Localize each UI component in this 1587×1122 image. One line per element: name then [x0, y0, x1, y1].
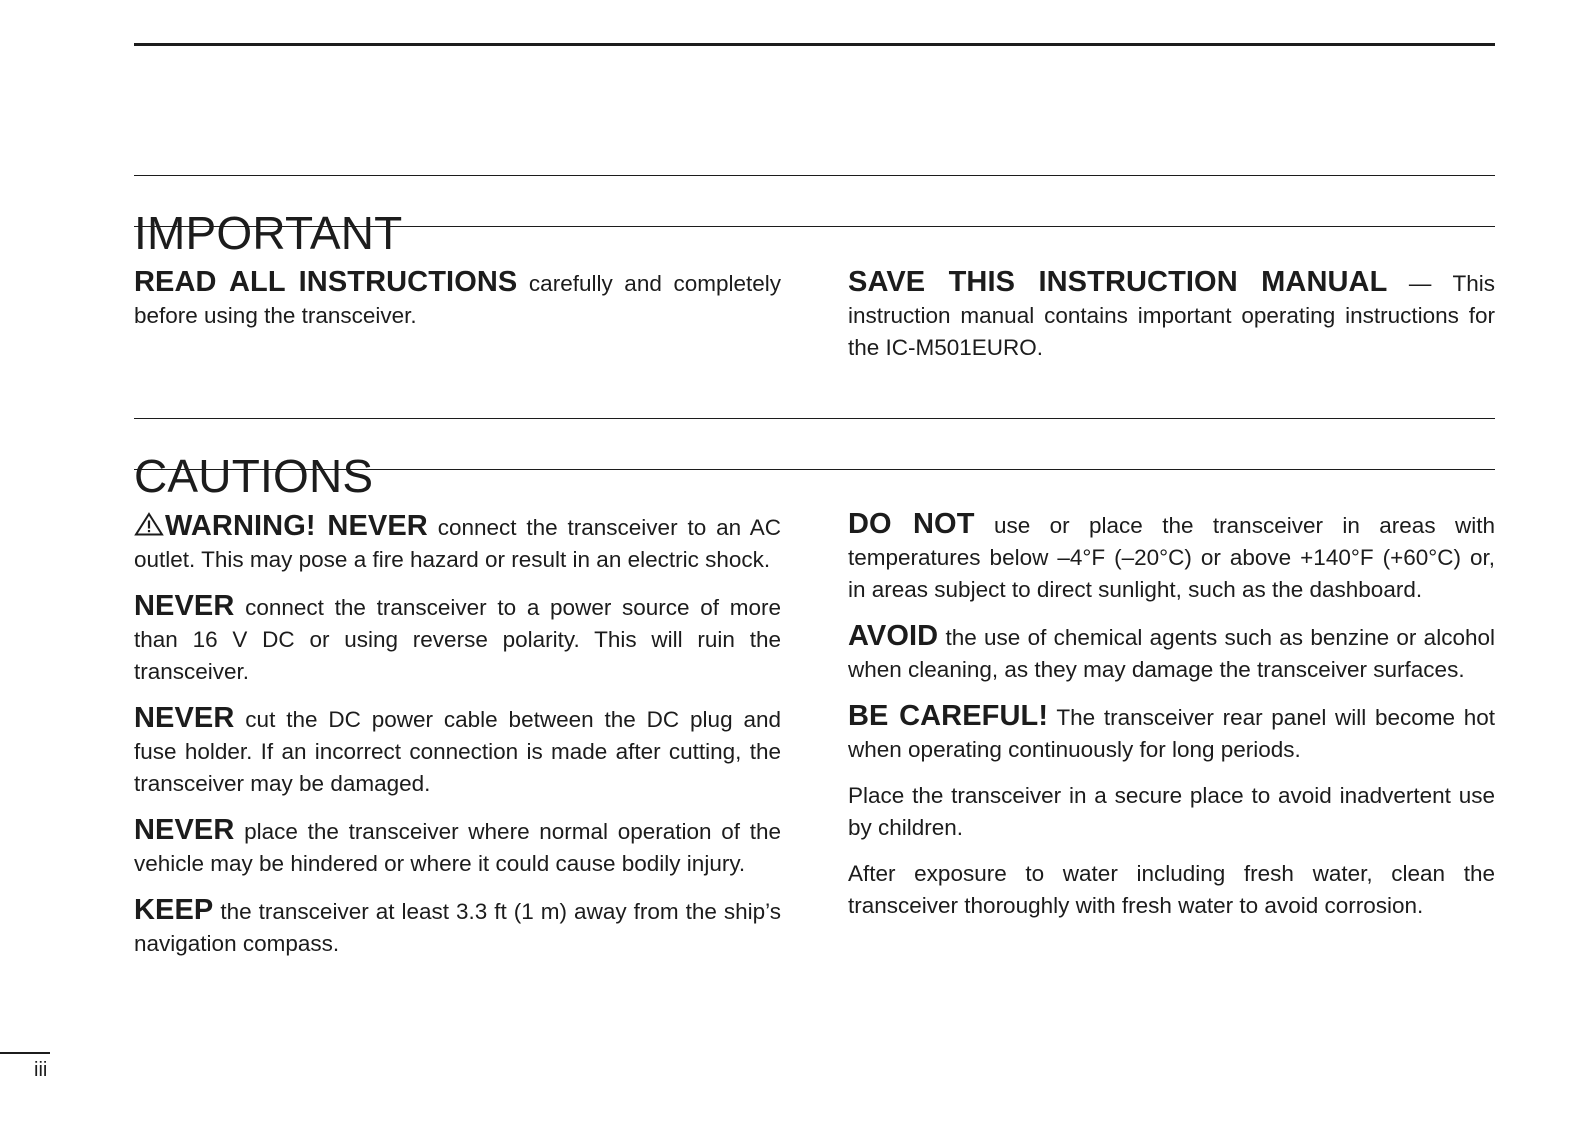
caution-text: The transceiver rear panel will become hot when operating continuously for long periods.: [848, 705, 1495, 762]
warning-triangle-icon: [134, 512, 164, 536]
caution-paragraph: [848, 780, 1495, 844]
important-left-column: [134, 266, 781, 346]
caution-paragraph: [134, 702, 781, 800]
caution-text: the transceiver at least 3.3 ft (1 m) away from the ship’s navigation compass.: [134, 899, 781, 956]
cautions-header: [134, 418, 1495, 502]
caution-paragraph: [848, 620, 1495, 686]
caution-paragraph: [848, 858, 1495, 922]
caution-text: place the transceiver where normal operation of the vehicle may be hindered or where it could cause bodily injury.: [134, 819, 781, 876]
caution-paragraph: [848, 700, 1495, 766]
caution-paragraph: [134, 814, 781, 880]
save-manual-text: — This instruction manual contains important operating instructions for the IC-M501EURO.: [848, 271, 1495, 360]
caution-lead: DO NOT: [848, 508, 975, 540]
caution-text: connect the transceiver to a power source of more than 16 V DC or using reverse polarity. This will ruin the transceiver.: [134, 595, 781, 684]
important-right-column: [848, 266, 1495, 378]
important-header: [134, 175, 1495, 259]
read-instructions-lead: READ ALL INSTRUCTIONS: [134, 266, 518, 298]
caution-text: use or place the transceiver in areas with temperatures below –4°F (–20°C) or above +140°F (+60°C) or, in areas subject to direct sunlight, such as the dashboard.: [848, 513, 1495, 602]
top-divider: [134, 43, 1495, 46]
read-instructions-paragraph: [134, 266, 781, 332]
caution-lead: WARNING! NEVER: [165, 510, 428, 542]
caution-lead: NEVER: [134, 814, 235, 846]
cautions-left-column: [134, 510, 781, 974]
caution-paragraph: [134, 894, 781, 960]
caution-text: the use of chemical agents such as benzine or alcohol when cleaning, as they may damage the transceiver surfaces.: [848, 625, 1495, 682]
caution-lead: NEVER: [134, 702, 235, 734]
read-instructions-text: carefully and completely before using the transceiver.: [134, 271, 781, 328]
caution-text: cut the DC power cable between the DC plug and fuse holder. If an incorrect connection is made after cutting, the transceiver may be damaged.: [134, 707, 781, 796]
caution-paragraph: [848, 508, 1495, 606]
caution-paragraph: [134, 510, 781, 576]
save-manual-lead: SAVE THIS INSTRUCTION MANUAL: [848, 266, 1388, 298]
save-manual-paragraph: [848, 266, 1495, 364]
caution-text: connect the transceiver to an AC outlet. This may pose a fire hazard or result in an electric shock.: [134, 515, 781, 572]
page-number-rule: [0, 1052, 50, 1054]
caution-text: After exposure to water including fresh water, clean the transceiver thoroughly with fresh water to avoid corrosion.: [848, 861, 1495, 918]
important-title: IMPORTANT: [134, 206, 403, 259]
caution-text: Place the transceiver in a secure place to avoid inadvertent use by children.: [848, 783, 1495, 840]
caution-lead: NEVER: [134, 590, 235, 622]
caution-lead: AVOID: [848, 620, 939, 652]
cautions-right-column: [848, 508, 1495, 936]
caution-paragraph: [134, 590, 781, 688]
caution-lead: BE CAREFUL!: [848, 700, 1049, 732]
caution-lead: KEEP: [134, 894, 214, 926]
cautions-title: CAUTIONS: [134, 449, 374, 502]
page-number: iii: [34, 1059, 48, 1081]
